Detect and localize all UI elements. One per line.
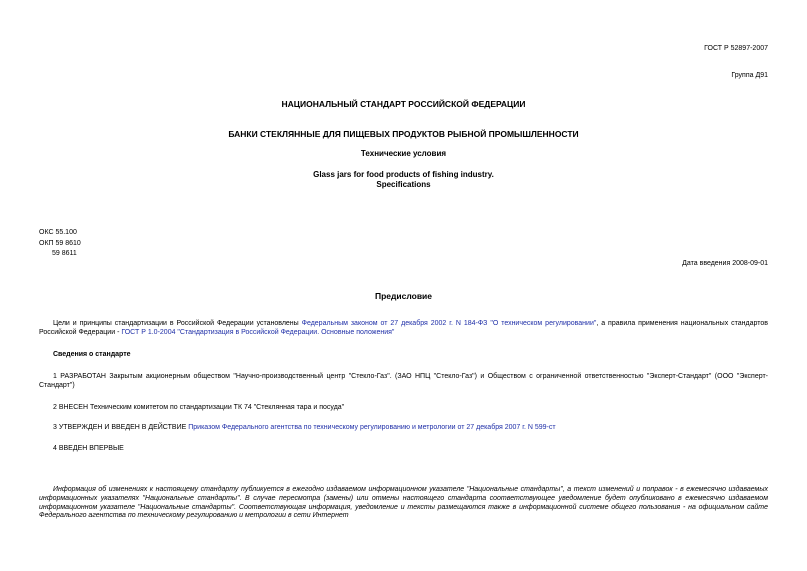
effective-date: Дата введения 2008-09-01 <box>682 260 768 267</box>
standard-subtitle-en: Specifications <box>376 180 431 189</box>
standard-subtitle: Технические условия <box>360 149 447 158</box>
order-link[interactable]: Приказом Федерального агентства по техническому регулированию и метрологии от 27 декабря 2007 г. N 599-ст <box>188 424 556 431</box>
preface-text-1: Цели и принципы стандартизации в Российской Федерации установлены <box>53 320 302 327</box>
info-item-3-text: 3 УТВЕРЖДЕН И ВВЕДЕН В ДЕЙСТВИЕ <box>53 424 189 431</box>
preface-text-2: , а правила применения национальных стандартов Российской Федерации - <box>39 320 768 336</box>
info-item-4: 4 ВВЕДЕН ВПЕРВЫЕ <box>53 445 124 452</box>
standard-info-heading: Сведения о стандарте <box>53 351 131 358</box>
gost-1-0-2004-link[interactable]: ГОСТ Р 1.0-2004 "Стандартизация в Российской Федерации. Основные положения" <box>121 328 395 336</box>
national-standard-heading: НАЦИОНАЛЬНЫЙ СТАНДАРТ РОССИЙСКОЙ ФЕДЕРАЦИИ <box>281 99 526 109</box>
preface-heading: Предисловие <box>374 291 433 301</box>
preface-paragraph <box>39 320 768 338</box>
changes-notice: Информация об изменениях к настоящему стандарту публикуется в ежегодно издаваемом информационном указателе "Национальные стандарты", а текст изменений и поправок - в ежемесячно издаваемых информационных указателях "Национальные стандарты". В случае пересмотра (замены) или отмены настоящего стандарта соответствующее уведомление будет опубликовано в ежемесячно издаваемом информационном указателе "Национальные стандарты". Соответствующая информация, уведомление и тексты размещаются также в информационной системе общего пользования - на официальном сайте Федерального агентства по техническому регулированию и метрологии в сети Интернет <box>39 486 768 520</box>
okp-code-2: 59 8611 <box>52 250 77 257</box>
standard-title: БАНКИ СТЕКЛЯННЫЕ ДЛЯ ПИЩЕВЫХ ПРОДУКТОВ РЫБНОЙ ПРОМЫШЛЕННОСТИ <box>228 129 579 139</box>
federal-law-link[interactable]: Федеральным законом от 27 декабря 2002 г. N 184-ФЗ "О техническом регулировании" <box>301 320 597 327</box>
standard-title-en: Glass jars for food products of fishing industry. <box>313 170 494 179</box>
info-item-1: 1 РАЗРАБОТАН Закрытым акционерным обществом "Научно-производственный центр "Стекло-Газ". (ЗАО НПЦ "Стекло-Газ") и Обществом с ограниченной ответственностью "Эксперт-Стандарт" (ООО "Эксперт-Стандарт") <box>39 373 768 389</box>
info-item-2: 2 ВНЕСЕН Техническим комитетом по стандартизации ТК 74 "Стеклянная тара и посуда" <box>53 404 345 411</box>
gost-number: ГОСТ Р 52897-2007 <box>704 45 768 52</box>
okp-code: ОКП 59 8610 <box>39 240 81 247</box>
group-code: Группа Д91 <box>731 72 768 79</box>
info-item-3 <box>39 424 768 433</box>
oks-code: ОКС 55.100 <box>39 229 77 236</box>
